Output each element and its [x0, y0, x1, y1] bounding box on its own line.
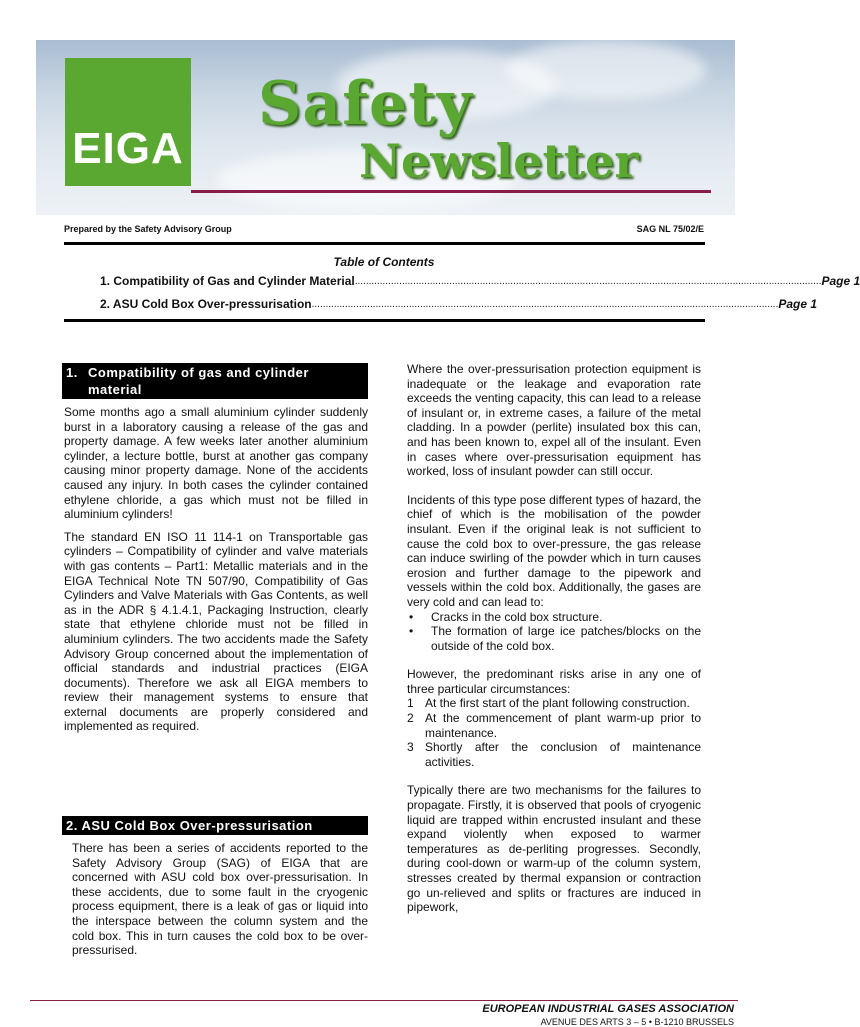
section-2 [62, 816, 368, 966]
title-safety: Safety [258, 69, 473, 139]
prepared-by: Prepared by the Safety Advisory Group [64, 224, 232, 234]
toc-item[interactable] [100, 274, 860, 288]
title-newsletter: Newsletter [359, 134, 639, 188]
section-number: 1. [66, 365, 78, 380]
toc-item[interactable] [100, 297, 818, 311]
bullet-list [407, 610, 701, 654]
document-reference: SAG NL 75/02/E [636, 224, 704, 234]
toc-title: Table of Contents [333, 255, 435, 269]
section-2-paragraph: There has been a series of accidents reported to the Safety Advisory Group (SAG) of EIGA that are concerned with ASU cold box over-pressurisation. In these accidents, due to some fault in the cryogenic process equipment, there is a leak of gas or liquid into the interspace between the column system and the cold box. This in turn causes the cold box to be over-pressurised. [72, 841, 368, 958]
left-column [62, 363, 368, 742]
footer-address: AVENUE DES ARTS 3 – 5 • B-1210 BRUSSELS [540, 1017, 734, 1027]
banner-underline [191, 190, 711, 193]
paragraph: Typically there are two mechanisms for the failures to propagate. Firstly, it is observed that pools of cryogenic liquid are trapped within encrusted insulant and these expand violently when exposed to warmer temperatures as de-perliting progresses. Secondly, during cool-down or warm-up of the column system, stresses created by thermal expansion or contraction go un-relieved and splits or fractures are induced in pipework, [407, 783, 701, 915]
section-1-heading-line1: Compatibility of gas and cylinder [88, 365, 309, 380]
footer-rule [30, 1000, 738, 1001]
section-1-heading [62, 363, 368, 399]
toc-item-page: Page 1 [821, 274, 860, 288]
section-1-heading-line2: material [88, 382, 142, 397]
newsletter-banner [36, 40, 735, 215]
toc-leader: ........................................................................................................................................................................ [311, 299, 779, 310]
section-1-paragraph: Some months ago a small aluminium cylinder suddenly burst in a laboratory causing a release of the gas and property damage. A few weeks later another aluminium cylinder, a lecture bottle, burst at another gas company causing minor property damage. None of the accidents caused any injury. In both cases the cylinder contained ethylene chloride, a gas which must not be filled in aluminium cylinders! [64, 405, 368, 522]
list-item: 2 At the commencement of plant warm-up prior to maintenance. [407, 711, 701, 740]
logo-text: EIGA [72, 124, 184, 173]
right-column [407, 362, 701, 923]
list-item: • Cracks in the cold box structure. [407, 610, 701, 625]
eiga-logo [65, 58, 191, 186]
paragraph: Where the over-pressurisation protection equipment is inadequate or the leakage and evaporation rate exceeds the venting capacity, this can lead to a release of insulant or, in extreme cases, a failure of the metal cladding. In a powder (perlite) insulated box this can, and has been known to, expel all of the insulant. Even in cases where over-pressurisation equipment has worked, loss of insulant powder can still occur. [407, 362, 701, 479]
section-1-paragraph: The standard EN ISO 11 114-1 on Transportable gas cylinders – Compatibility of cylinder and valve materials with gas contents – Part1: Metallic materials and in the EIGA Technical Note TN 507/90, Compatibility of Gas Cylinders and Valve Materials with Gas Contents, as well as in the ADR § 4.1.4.1, Packaging Instruction, clearly state that ethylene chloride must not be filled in aluminium cylinders. The two accidents made the Safety Advisory Group concerned about the implementation of official standards and industrial practices (EIGA documents). Therefore we ask all EIGA members to review their management systems to ensure that external documents are properly considered and implemented as required. [64, 529, 368, 734]
paragraph: However, the predominant risks arise in any one of three particular circumstances: [407, 667, 701, 696]
toc-item-page: Page 1 [778, 297, 818, 311]
toc-item-label: 1. Compatibility of Gas and Cylinder Material [100, 274, 355, 288]
footer-organization: EUROPEAN INDUSTRIAL GASES ASSOCIATION [482, 1003, 734, 1015]
toc-leader: ........................................................................................................................................................................ [354, 276, 822, 287]
paragraph: Incidents of this type pose different types of hazard, the chief of which is the mobilisation of the powder insulant. Even if the original leak is not sufficient to cause the cold box to over-pressure, the gas release can induce swirling of the powder which in turn causes erosion and further damage to the pipework and vessels within the cold box. Additionally, the gases are very cold and can lead to: [407, 492, 701, 609]
numbered-list [407, 696, 701, 769]
section-2-heading: 2. ASU Cold Box Over-pressurisation [62, 816, 368, 835]
list-item: 1 At the first start of the plant following construction. [407, 696, 690, 711]
cloud-decoration [506, 40, 706, 100]
list-item: 3 Shortly after the conclusion of maintenance activities. [407, 740, 701, 769]
divider [64, 242, 705, 245]
toc-item-label: 2. ASU Cold Box Over-pressurisation [100, 297, 312, 311]
list-item: • The formation of large ice patches/blocks on the outside of the cold box. [407, 624, 701, 653]
divider [64, 319, 705, 322]
